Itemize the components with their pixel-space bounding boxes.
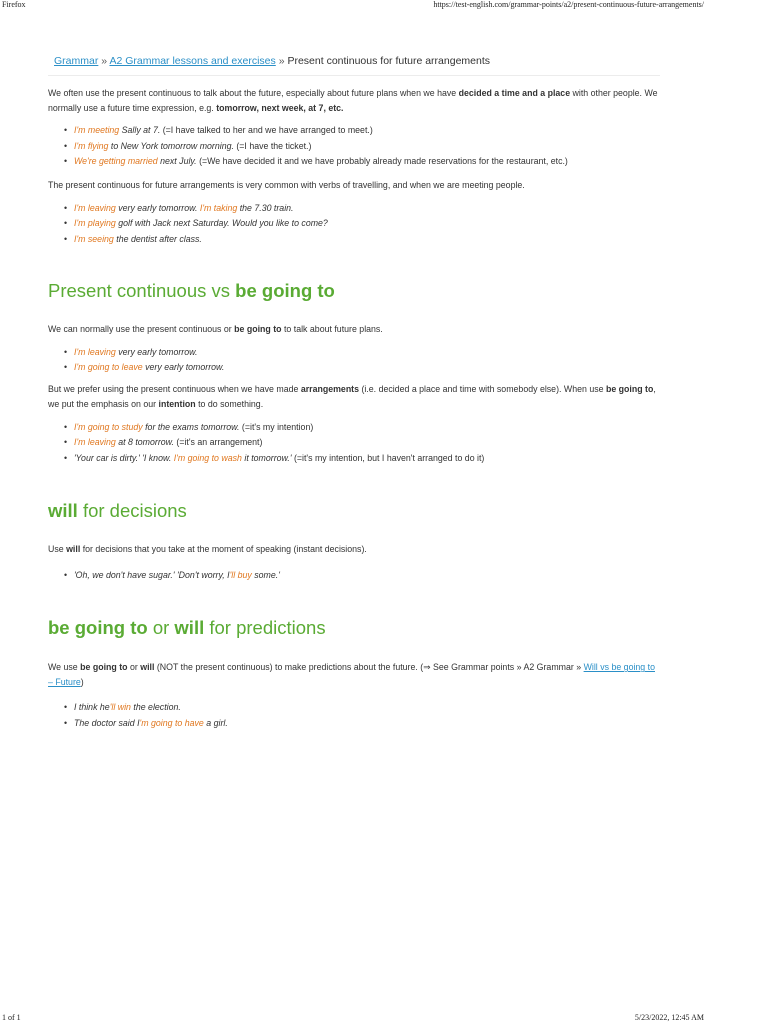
bold-text: arrangements: [300, 383, 360, 394]
print-footer: [0, 1012, 768, 1024]
bold-text: decided a time and a place: [458, 88, 571, 98]
highlight-verb: I'm meeting: [74, 125, 120, 135]
paragraph: [48, 660, 660, 690]
example-text: golf with Jack next Saturday. Would you like to come?: [115, 218, 328, 229]
text: We use: [48, 662, 81, 673]
text: to do something.: [195, 398, 264, 409]
example-text: 'Oh, we don't have sugar.' 'Don't worry, I: [74, 569, 230, 580]
example-list: [48, 420, 660, 467]
bold-text: be going to: [234, 323, 282, 334]
explanation: (=it's an arrangement): [173, 437, 263, 448]
example-list: [48, 201, 660, 248]
list-item: [74, 420, 660, 436]
print-datetime: 5/23/2022, 12:45 AM: [634, 1013, 704, 1022]
heading-text: for decisions: [77, 499, 187, 521]
example-text: I think he: [74, 702, 110, 713]
breadcrumb-link-a2-grammar[interactable]: A2 Grammar lessons and exercises: [109, 55, 276, 67]
example-text: it tomorrow.': [241, 452, 292, 463]
highlight-verb: I'm leaving: [74, 437, 116, 448]
heading-bold: be going to: [235, 279, 335, 301]
text: But we prefer using the present continuous when we have made: [48, 383, 301, 394]
example-text: some.': [251, 569, 280, 580]
intro-paragraph: [48, 86, 660, 116]
example-text: a girl.: [203, 717, 228, 728]
example-list: [48, 123, 660, 170]
text: Use: [48, 543, 67, 554]
bold-text: be going to: [605, 383, 654, 394]
list-item: [74, 435, 660, 451]
breadcrumb-separator: »: [98, 55, 110, 67]
explanation: (=it's my intention, but I haven't arranged to do it): [291, 452, 485, 463]
section-heading: [48, 617, 660, 639]
text: with other people. We normally use a future time expression, e.g.: [48, 88, 658, 113]
list-item: [74, 139, 660, 155]
example-text: 'Your car is dirty.' 'I know.: [74, 452, 174, 463]
bold-text: intention: [158, 398, 196, 409]
text: , we put the emphasis on our: [48, 383, 656, 409]
example-list: [48, 568, 660, 584]
text: for decisions that you take at the moment of speaking (instant decisions).: [80, 543, 367, 554]
list-item: [74, 216, 660, 232]
example-text: very early tomorrow.: [142, 362, 225, 373]
example-list: [48, 700, 660, 731]
breadcrumb-current: Present continuous for future arrangements: [287, 55, 490, 67]
highlight-verb: We're getting married: [74, 156, 158, 167]
list-item: [74, 232, 660, 248]
text: We can normally use the present continuous or: [48, 323, 235, 334]
bold-text: will: [140, 662, 155, 673]
text: or: [127, 662, 141, 673]
example-text: the dentist after class.: [113, 233, 202, 244]
example-text: Sally at 7.: [119, 125, 161, 135]
example-text: for the exams tomorrow.: [142, 421, 240, 432]
list-item: [74, 360, 660, 376]
text: ): [80, 677, 84, 688]
explanation: (=We have decided it and we have probably already made reservations for the restaurant, etc.): [196, 156, 568, 167]
list-item: [74, 345, 660, 361]
will-vs-going-to-link[interactable]: Will vs be going to – Future: [48, 662, 655, 688]
heading-text: for predictions: [204, 617, 326, 639]
highlight-verb: 'm going to have: [139, 717, 204, 728]
example-list: [48, 345, 660, 376]
paragraph: The present continuous for future arrangements is very common with verbs of travelling, and when we are meeting people.: [48, 179, 525, 190]
highlight-verb: I'm playing: [74, 218, 116, 229]
heading-text: or: [147, 617, 175, 639]
highlight-verb: 'll win: [109, 702, 131, 713]
paragraph: [48, 542, 660, 557]
text: (NOT the present continuous) to make predictions about the future. (⇒ See Grammar points » A2 Grammar »: [154, 662, 584, 673]
heading-bold: be going to: [48, 617, 148, 639]
highlight-verb: I'm leaving: [74, 202, 116, 213]
explanation: (=I have talked to her and we have arranged to meet.): [160, 125, 373, 135]
example-text: very early tomorrow.: [115, 202, 200, 213]
list-item: [74, 154, 660, 170]
example-text: next July.: [157, 156, 197, 167]
heading-text: Present continuous vs: [48, 279, 236, 301]
example-text: the 7.30 train.: [237, 202, 294, 213]
breadcrumb-separator: »: [275, 55, 288, 67]
list-item: [74, 700, 660, 716]
example-text: very early tomorrow.: [115, 346, 198, 357]
article: [48, 50, 660, 731]
section-heading: [48, 280, 660, 302]
highlight-verb: I'm taking: [199, 202, 238, 213]
heading-bold: will: [174, 617, 205, 639]
bold-text: next week, at 7, etc.: [261, 103, 344, 113]
example-text: at 8 tomorrow.: [115, 437, 174, 448]
explanation: (=it's my intention): [239, 421, 314, 432]
heading-bold: will: [48, 499, 78, 521]
example-text: The doctor said I: [74, 717, 140, 728]
bold-text: tomorrow: [216, 103, 257, 113]
highlight-verb: 'll buy: [229, 569, 252, 580]
highlight-verb: I'm leaving: [74, 346, 116, 357]
browser-name: Firefox: [2, 0, 26, 9]
text: (i.e. decided a place and time with somebody else). When use: [359, 383, 606, 394]
highlight-verb: I'm seeing: [74, 233, 114, 244]
breadcrumb-link-grammar[interactable]: Grammar: [54, 55, 99, 67]
paragraph: [48, 322, 660, 337]
highlight-verb: I'm going to leave: [74, 362, 143, 373]
list-item: [74, 451, 660, 467]
text: We often use the present continuous to talk about the future, especially about future plans when we have: [48, 88, 459, 98]
breadcrumb: [48, 50, 660, 76]
list-item: [74, 123, 660, 139]
list-item: [74, 568, 660, 584]
bold-text: will: [66, 543, 81, 554]
example-text: the election.: [130, 702, 181, 713]
text: to talk about future plans.: [281, 323, 383, 334]
bold-text: be going to: [80, 662, 128, 673]
highlight-verb: I'm going to wash: [173, 452, 242, 463]
explanation: (=I have the ticket.): [233, 140, 312, 151]
section-heading: [48, 500, 660, 522]
example-text: to New York tomorrow morning.: [108, 140, 234, 151]
page-number: 1 of 1: [2, 1013, 21, 1022]
bold-text: ,: [256, 103, 262, 113]
highlight-verb: I'm going to study: [74, 421, 143, 432]
paragraph: [48, 382, 660, 412]
print-header: [0, 0, 768, 12]
page-url: https://test-english.com/grammar-points/a2/present-continuous-future-arrangements/: [433, 0, 704, 9]
highlight-verb: I'm flying: [74, 140, 109, 151]
list-item: [74, 716, 660, 732]
list-item: [74, 201, 660, 217]
